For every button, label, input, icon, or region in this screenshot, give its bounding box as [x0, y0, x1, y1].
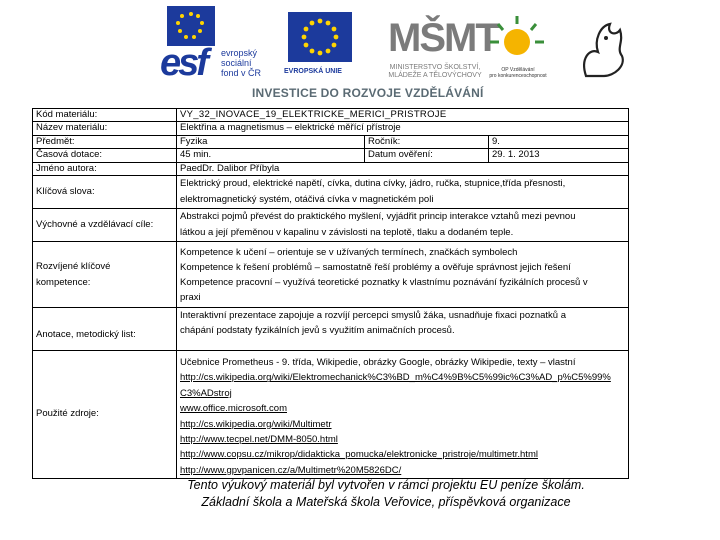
op-sun-icon [480, 12, 554, 68]
source-link[interactable]: http://cs.wikipedia.org/wiki/Elektromechanick%C3%BD_m%C4%9B%C5%99ic%C3%AD_p%C5%99% [180, 372, 611, 384]
table-row [33, 351, 629, 479]
source-link[interactable]: http://www.copsu.cz/mikrop/didakticka_pomucka/elektronicke_pristroje/multimetr.html [180, 449, 538, 461]
table-row [33, 176, 629, 209]
time-allocation-value: 45 min. [177, 149, 365, 162]
source-link[interactable]: C3%ADstroj [180, 387, 232, 399]
source-link[interactable]: http://cs.wikipedia.org/wiki/Multimetr [180, 418, 332, 430]
cell-label: Anotace, metodický list: [33, 308, 177, 351]
table-row [33, 122, 629, 135]
competences-value: Kompetence k učení – orientuje se v užívaných termínech, značkách symbolech Kompetence k řešení problémů – samostatně řeší problémy a ověřuje správnost jejich řešení Kompetence pracovní – využívá teoretické poznatky k vlastnímu poznávání fyzikálních procesů v praxi [177, 242, 629, 308]
author-value: PaedDr. Dalibor Příbyla [177, 162, 629, 175]
cell-label: Klíčová slova: [33, 176, 177, 209]
esf-caption: evropský sociální fond v ČR [221, 48, 262, 78]
czech-lion-logo [576, 18, 632, 82]
banner-slogan: INVESTICE DO ROZVOJE VZDĚLÁVÁNÍ [252, 86, 484, 100]
table-row [33, 135, 629, 148]
material-metadata-table [32, 108, 629, 479]
msmt-caption: MINISTERSTVO ŠKOLSTVÍ, MLÁDEŽE A TĚLOVÝCHOVY [388, 64, 482, 79]
footer-line: Základní škola a Mateřská škola Veřovice, příspěvková organizace [201, 495, 571, 509]
op-logo [480, 12, 554, 68]
cell-label: Kód materiálu: [33, 109, 177, 122]
sources-value: Učebnice Prometheus - 9. třída, Wikipedie, obrázky Google, obrázky Wikipedie, texty – vlastní http://cs.wikipedia.org/wiki/Elektromechanick%C3%BD_m%C4%9B%C5%99ic%C3%AD_p%C5%99% C3%ADstroj www.office.microsoft.com http://cs.wikipedia.org/wiki/Multimetr http://www.tecpel.net/DMM-8050.html http://www.copsu.cz/mikrop/didakticka_pomucka/elektronicke_pristroje/multimetr.html http://www.gpvpanicen.cz/a/Multimetr%20M5826DC/ [177, 351, 629, 479]
eu-stars-icon [288, 12, 352, 62]
source-link[interactable]: http://www.tecpel.net/DMM-8050.html [180, 434, 338, 446]
cell-label: Datum ověření: [365, 149, 489, 162]
table-row [33, 209, 629, 242]
op-caption: OP Vzdělávání pro konkurenceschopnost [489, 67, 547, 79]
material-code: VY_32_INOVACE_19_ELEKTRICKE_MERICI_PRISTROJE [177, 109, 629, 122]
eu-caption: EVROPSKÁ UNIE [284, 68, 342, 75]
esf-stars-icon [167, 6, 215, 46]
table-row [33, 242, 629, 308]
source-link[interactable]: http://www.gpvpanicen.cz/a/Multimetr%20M5826DC/ [180, 464, 402, 476]
project-footer [186, 477, 586, 511]
cell-label: Výchovné a vzdělávací cíle: [33, 209, 177, 242]
footer-line: Tento výukový materiál byl vytvořen v rámci projektu EU peníze školám. [187, 478, 585, 492]
esf-logo-text: esf [160, 42, 206, 84]
table-row [33, 308, 629, 351]
learning-goals-value: Abstrakci pojmů převést do praktického myšlení, vyjádřit princip interakce vztahů mezi pevnou látkou a její přeměnou v kapalinu v závislosti na teplotě, tlaku a dodaném teple. [177, 209, 629, 242]
grade-value: 9. [489, 135, 629, 148]
cell-label: Rozvíjené klíčové kompetence: [33, 242, 177, 308]
cell-label: Název materiálu: [33, 122, 177, 135]
eu-flag-logo [288, 12, 352, 62]
msmt-logo: MŠMT [388, 16, 498, 60]
table-row [33, 109, 629, 122]
table-row [33, 162, 629, 175]
keywords-value: Elektrický proud, elektrické napětí, cívka, dutina cívky, jádro, ručka, stupnice,třída přesnosti, elektromagnetický systém, otáčivá cívka v magnetickém poli [177, 176, 629, 209]
esf-flag-logo [167, 6, 215, 46]
source-link[interactable]: www.office.microsoft.com [180, 403, 287, 415]
cell-label: Ročník: [365, 135, 489, 148]
lion-icon [576, 18, 632, 82]
subject-value: Fyzika [177, 135, 365, 148]
annotation-value: Interaktivní prezentace zapojuje a rozvíjí percepci smyslů žáka, usnadňuje fixaci poznatků a chápání podstaty fyzikálních jevů s využitím animačních procesů. [177, 308, 629, 351]
cell-label: Jméno autora: [33, 162, 177, 175]
verification-date-value: 29. 1. 2013 [489, 149, 629, 162]
cell-label: Použité zdroje: [33, 351, 177, 479]
material-name: Elektřina a magnetismus – elektrické měřící přístroje [177, 122, 629, 135]
logo-banner [0, 0, 720, 100]
cell-label: Předmět: [33, 135, 177, 148]
table-row [33, 149, 629, 162]
cell-label: Časová dotace: [33, 149, 177, 162]
